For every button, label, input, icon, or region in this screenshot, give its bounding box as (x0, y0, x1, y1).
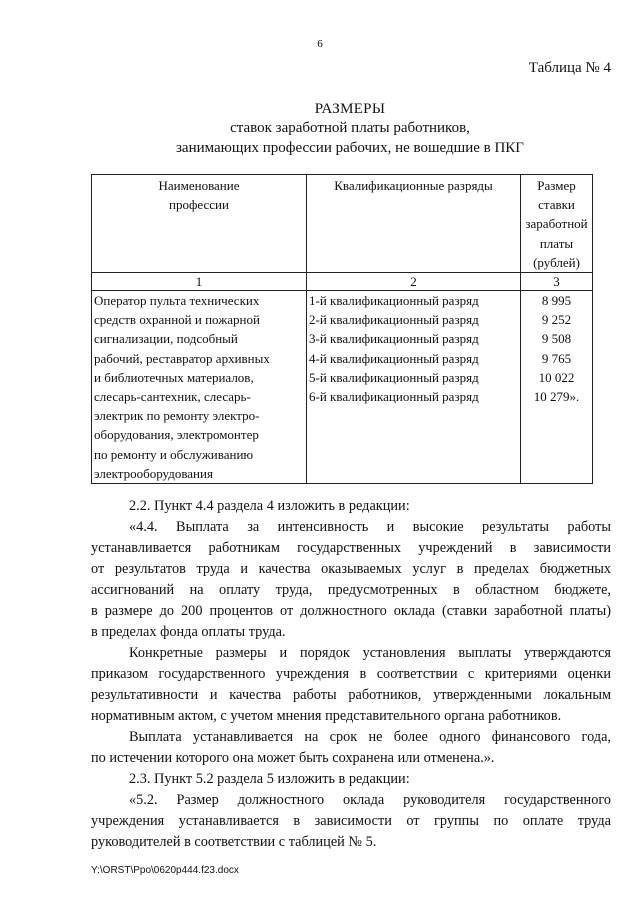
text-line: нормативным актом, с учетом мнения представительного органа работников. (91, 708, 562, 724)
heading-title: РАЗМЕРЫ (314, 101, 386, 117)
profession-line: Оператор пульта технических (94, 293, 260, 309)
text-line: 2.3. Пункт 5.2 раздела 5 изложить в редакции: (129, 771, 410, 787)
heading-line-1: ставок заработной платы работников, (230, 120, 470, 136)
column-number-3: 3 (521, 273, 593, 291)
grade-line: 1-й квалификационный разряд (309, 293, 479, 309)
grade-line: 4-й квалификационный разряд (309, 350, 479, 366)
profession-line: сигнализации, подсобный (94, 331, 238, 347)
header-grades: Квалификационные разряды (307, 175, 521, 273)
profession-line: электрик по ремонту электро- (94, 408, 260, 424)
grade-line: 2-й квалификационный разряд (309, 312, 479, 328)
rate-value: 8 995 (541, 293, 572, 309)
header-rate-line: заработной (525, 216, 588, 232)
header-rate-line: (рублей) (533, 254, 580, 270)
text-line: ассигнований на оплату труда, предусмотренных в областном бюджете, (91, 582, 611, 598)
profession-line: по ремонту и обслуживанию (94, 446, 254, 462)
grade-line: 5-й квалификационный разряд (309, 369, 479, 385)
text-line: устанавливается работникам государственных учреждений в зависимости (91, 540, 611, 556)
profession-line: рабочий, реставратор архивных (94, 350, 270, 366)
profession-line: слесарь-сантехник, слесарь- (94, 389, 251, 405)
header-rate-line: платы (539, 235, 574, 251)
column-number-2: 2 (307, 273, 521, 291)
profession-line: оборудования, электромонтер (94, 427, 259, 443)
text-line: Конкретные размеры и порядок установления выплаты утверждаются (129, 645, 611, 661)
grade-line: 3-й квалификационный разряд (309, 331, 479, 347)
text-line: «5.2. Размер должностного оклада руководителя государственного (129, 792, 611, 808)
rate-value: 10 279». (533, 389, 580, 405)
text-line: результативности и качества работы работников, утвержденными локальным (91, 687, 611, 703)
rate-value: 9 252 (541, 312, 572, 328)
grade-line: 6-й квалификационный разряд (309, 389, 479, 405)
text-line: приказом государственного учреждения в соответствии с критериями оценки (91, 666, 611, 682)
profession-line: и библиотечных материалов, (94, 369, 254, 385)
text-line: «4.4. Выплата за интенсивность и высокие результаты работы (129, 519, 611, 535)
text-line: по истечении которого она может быть сохранена или отменена.». (91, 750, 495, 766)
body-text (91, 0, 611, 906)
header-profession-line: профессии (169, 197, 229, 213)
profession-line: средств охранной и пожарной (94, 312, 260, 328)
text-line: в пределах фонда оплаты труда. (91, 624, 286, 640)
text-line: 2.2. Пункт 4.4 раздела 4 изложить в редакции: (129, 498, 410, 514)
rate-value: 9 508 (541, 331, 572, 347)
heading-line-2: занимающих профессии рабочих, не вошедшие в ПКГ (176, 140, 524, 156)
header-rate-line: ставки (538, 197, 575, 213)
text-line: руководителей в соответствии с таблицей № 5. (91, 834, 377, 850)
profession-line: электрооборудования (94, 465, 213, 481)
page-number: 6 (317, 38, 323, 50)
column-number-1: 1 (92, 273, 307, 291)
text-line: учреждения устанавливается в зависимости от группы по оплате труда (91, 813, 611, 829)
text-line: в размере до 200 процентов от должностного оклада (ставки заработной платы) (91, 603, 611, 619)
table-number: Таблица № 4 (528, 60, 611, 76)
header-profession-line: Наименование (158, 178, 240, 193)
rate-value: 10 022 (538, 369, 575, 385)
file-path-footer: Y:\ORST\Ppo\0620p444.f23.docx (91, 865, 239, 876)
text-line: Выплата устанавливается на срок не более одного финансового года, (129, 729, 611, 745)
header-rate-line: Размер (537, 178, 576, 193)
rate-value: 9 765 (541, 350, 572, 366)
text-line: от результатов труда и качества оказываемых услуг в пределах бюджетных (91, 561, 611, 577)
